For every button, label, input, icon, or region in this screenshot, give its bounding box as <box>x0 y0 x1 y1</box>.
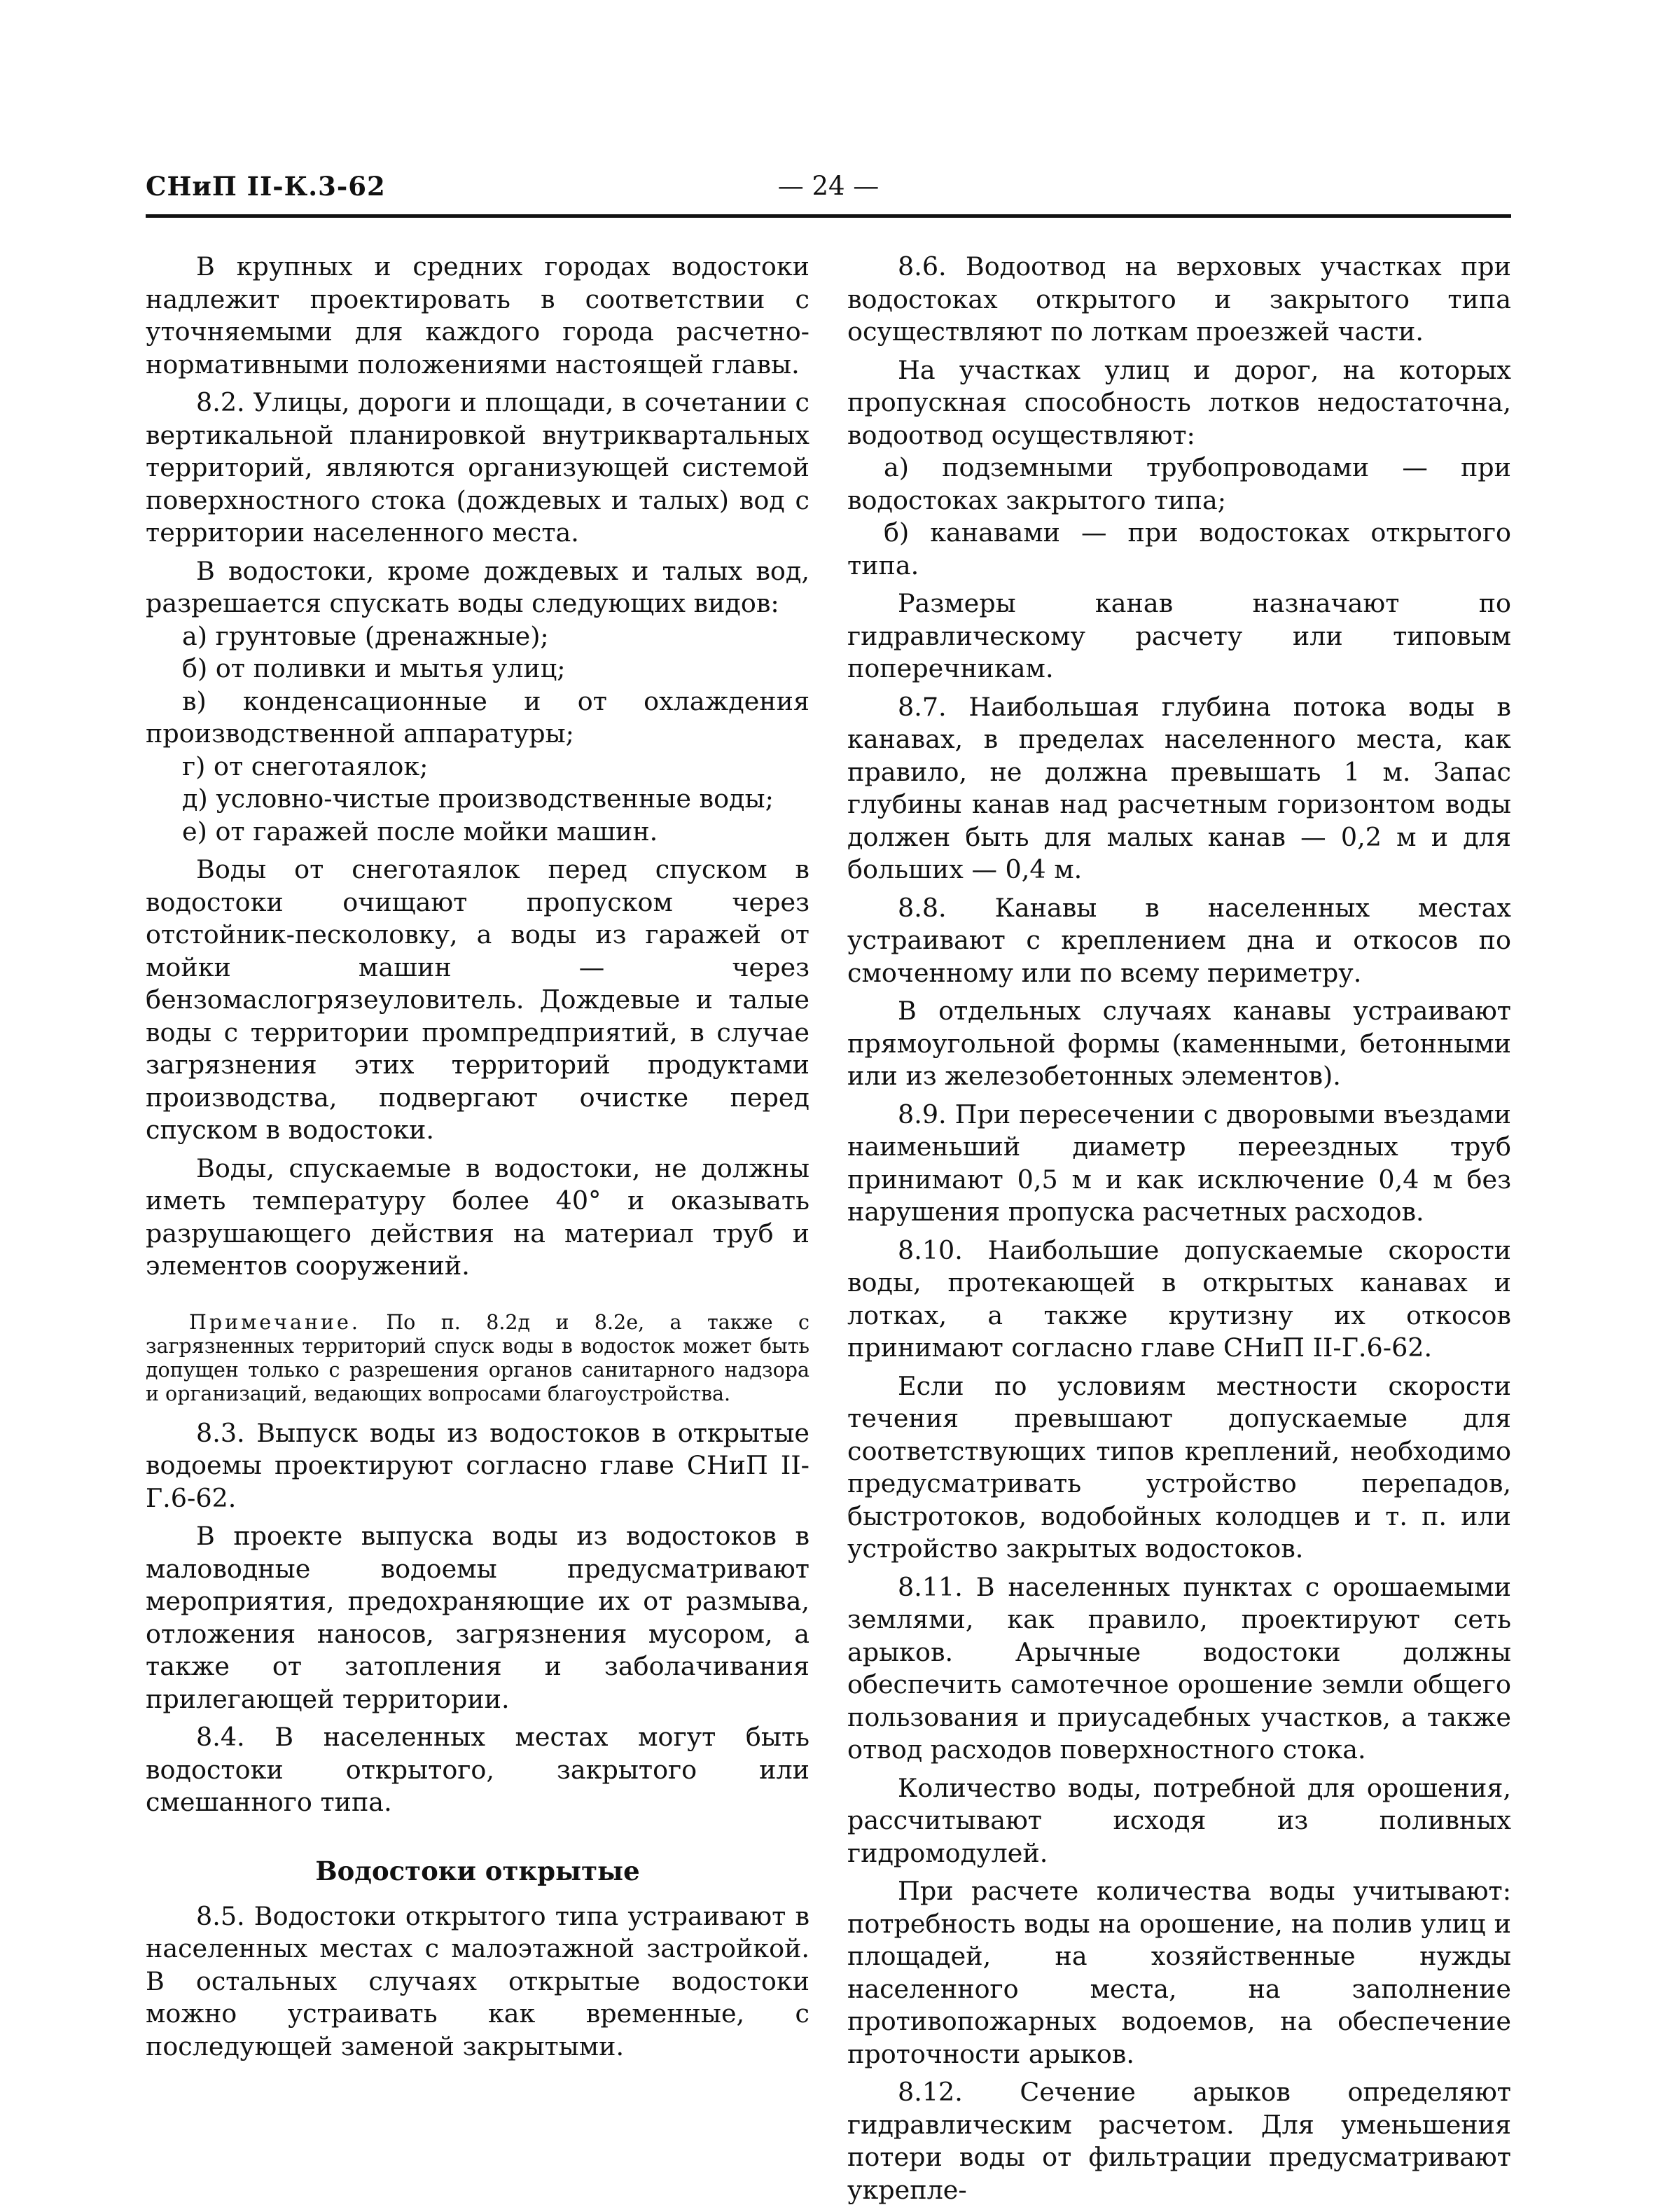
paragraph: В водостоки, кроме дождевых и талых вод, разрешается спускать воды следующих видов: <box>146 555 809 618</box>
list-item: б) от поливки и мытья улиц; <box>182 653 566 683</box>
header-rule <box>146 214 1511 218</box>
paragraph-8-5: 8.5. Водостоки открытого типа устраивают в населенных местах с малоэтажной застройкой. В остальных случаях открытые водостоки можно устраивать как временные, с последующей заменой закрытыми. <box>146 1900 809 2061</box>
note-text: По п. 8.2д и 8.2е, а также с загрязненных территорий спуск воды в водосток может быть допущен только с разрешения органов санитарного надзора и организаций, ведающих вопросами благоустройства. <box>146 1310 809 1405</box>
paragraph-8-11: 8.11. В населенных пунктах с орошаемыми землями, как правило, проектируют сеть арыков. Арычные водостоки должны обеспечить самотечное орошение земли общего пользования и приусадебных участков, а также отвод расходов поверхностного стока. <box>847 1571 1511 1765</box>
note-label: Примечание. <box>189 1310 361 1334</box>
paragraph-8-9: 8.9. При пересечении с дворовыми въездами наименьший диаметр переездных труб принимают 0,5 м и как исключение 0,4 м без нарушения пропуска расчетных расходов. <box>847 1099 1511 1227</box>
paragraph: Количество воды, потребной для орошения, рассчитывают исходя из поливных гидромодулей. <box>847 1772 1511 1868</box>
list-item: в) конденсационные и от охлаждения производственной аппаратуры; <box>146 686 809 749</box>
right-column <box>847 251 1511 2212</box>
paragraph: В крупных и средних городах водостоки надлежит проектировать в соответствии с уточняемыми для каждого города расчетно-нормативными положениями настоящей главы. <box>146 251 809 380</box>
paragraph-8-7: 8.7. Наибольшая глубина потока воды в канавах, в пределах населенного места, как правило, не должна превышать 1 м. Запас глубины канав над расчетным горизонтом воды должен быть для малых канав — 0,2 м и для больших — 0,4 м. <box>847 691 1511 884</box>
paragraph: Воды, спускаемые в водостоки, не должны иметь температуру более 40° и оказывать разрушающего действия на материал труб и элементов сооружений. <box>146 1153 809 1281</box>
paragraph-8-2: 8.2. Улицы, дороги и площади, в сочетании с вертикальной планировкой внутриквартальных территорий, являются организующей системой поверхностного стока (дождевых и талых) вод с территории населенного места. <box>146 387 809 548</box>
paragraph-8-6: 8.6. Водоотвод на верховых участках при водостоках открытого и закрытого типа осуществляют по лоткам проезжей части. <box>847 251 1511 347</box>
page-number: — 24 — <box>777 171 880 201</box>
paragraph: В проекте выпуска воды из водостоков в маловодные водоемы предусматривают мероприятия, предохраняющие их от размыва, отложения наносов, загрязнения мусором, а также от затопления и заболачивания прилегающей территории. <box>146 1521 809 1714</box>
left-column <box>146 251 809 2068</box>
paragraph-8-12: 8.12. Сечение арыков определяют гидравлическим расчетом. Для уменьшения потери воды от фильтрации предусматривают укрепле- <box>847 2077 1511 2205</box>
paragraph: На участках улиц и дорог, на которых пропускная способность лотков недостаточна, водоотвод осуществляют: <box>847 354 1511 450</box>
paragraph-8-8: 8.8. Канавы в населенных местах устраивают с креплением дна и откосов по смоченному или по всему периметру. <box>847 892 1511 988</box>
section-heading: Водостоки открытые <box>315 1855 640 1886</box>
paragraph-8-3: 8.3. Выпуск воды из водостоков в открытые водоемы проектируют согласно главе СНиП II-Г.6-62. <box>146 1417 809 1513</box>
page-header <box>146 171 1511 213</box>
list-item: е) от гаражей после мойки машин. <box>182 816 658 847</box>
list-item: б) канавами — при водостоках открытого типа. <box>847 517 1511 580</box>
paragraph: Если по условиям местности скорости течения превышают допускаемые для соответствующих типов креплений, необходимо предусматривать устройство перепадов, быстротоков, водобойных колодцев и т. п. или устройство закрытых водостоков. <box>847 1370 1511 1564</box>
paragraph: Воды от снеготаялок перед спуском в водостоки очищают пропуском через отстойник-песколовку, а воды из гаражей от мойки машин — через бензомаслогрязеуловитель. Дождевые и талые воды с территории промпредприятий, в случае загрязнения этих территорий продуктами производства, подвергают очистке перед спуском в водостоки. <box>146 854 809 1145</box>
list-item: д) условно-чистые производственные воды; <box>182 784 774 814</box>
paragraph-8-4: 8.4. В населенных местах могут быть водостоки открытого, закрытого или смешанного типа. <box>146 1722 809 1817</box>
paragraph: В отдельных случаях канавы устраивают прямоугольной формы (каменными, бетонными или из железобетонных элементов). <box>847 996 1511 1091</box>
document-code: СНиП II-К.3-62 <box>146 171 386 202</box>
note <box>146 1311 809 1406</box>
list-item: г) от снеготаялок; <box>182 751 429 781</box>
list-item: а) грунтовые (дренажные); <box>182 620 549 651</box>
list-item: а) подземными трубопроводами — при водостоках закрытого типа; <box>847 452 1511 515</box>
paragraph-8-10: 8.10. Наибольшие допускаемые скорости воды, протекающей в открытых канавах и лотках, а также крутизну их откосов принимают согласно главе СНиП II-Г.6-62. <box>847 1234 1511 1363</box>
paragraph: Размеры канав назначают по гидравлическому расчету или типовым поперечникам. <box>847 588 1511 683</box>
paragraph: При расчете количества воды учитывают: потребность воды на орошение, на полив улиц и площадей, на хозяйственные нужды населенного места, на заполнение противопожарных водоемов, на обеспечение проточности арыков. <box>847 1876 1511 2069</box>
